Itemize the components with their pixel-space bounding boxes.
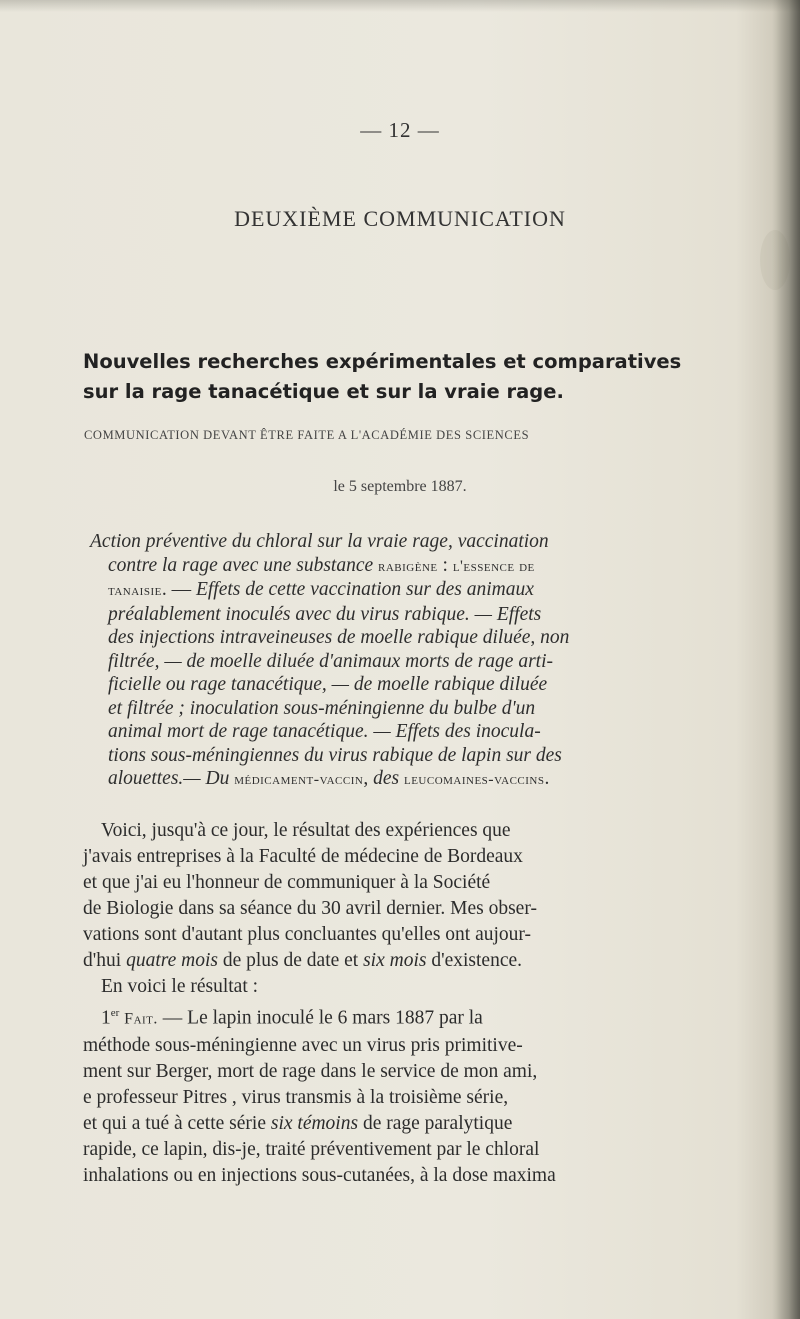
body-line: Voici, jusqu'à ce jour, le résultat des expériences que [101, 820, 511, 841]
paper-stain [760, 230, 790, 290]
main-heading: Nouvelles recherches expérimentales et comparatives sur la rage tanacétique et sur la vraie rage. [83, 350, 682, 403]
body-line: j'avais entreprises à la Faculté de médecine de Bordeaux [83, 846, 523, 867]
communication-note: COMMUNICATION DEVANT ÊTRE FAITE A L'ACADÉMIE DES SCIENCES [84, 428, 530, 442]
abstract-line: préalablement inoculés avec du virus rabique. — Effets [108, 603, 542, 625]
body-line: ment sur Berger, mort de rage dans le service de mon ami, [83, 1060, 538, 1082]
abstract-line: ficielle ou rage tanacétique, — de moelle rabique diluée [108, 674, 548, 695]
body-line: et qui a tué à cette série six témoins de rage paralytique [83, 1112, 513, 1134]
section-title: DEUXIÈME COMMUNICATION [234, 206, 566, 231]
abstract-line: des injections intraveineuses de moelle rabique diluée, non [108, 627, 570, 648]
body-line: et que j'ai eu l'honneur de communiquer à la Société [83, 872, 491, 893]
page-number: — 12 — [360, 118, 440, 142]
body-text [83, 818, 733, 1189]
abstract-line: filtrée, — de moelle diluée d'animaux morts de rage arti- [108, 650, 554, 672]
body-line: vations sont d'autant plus concluantes qu'elles ont aujour- [83, 924, 532, 945]
abstract [90, 530, 730, 792]
abstract-line: contre la rage avec une substance rabigène : l'essence de [108, 554, 535, 576]
abstract-line: animal mort de rage tanacétique. — Effets des inocula- [108, 721, 541, 742]
body-line: 1er Fait. — Le lapin inoculé le 6 mars 1887 par la [101, 1007, 483, 1029]
body-line: En voici le résultat : [101, 976, 259, 997]
body-line: e professeur Pitres , virus transmis à la troisième série, [83, 1086, 509, 1108]
body-line: méthode sous-méningienne avec un virus pris primitive- [83, 1034, 523, 1056]
abstract-line: tions sous-méningiennes du virus rabique de lapin sur des [108, 744, 562, 766]
body-line: de Biologie dans sa séance du 30 avril dernier. Mes obser- [83, 898, 537, 919]
abstract-line: et filtrée ; inoculation sous-méningienne du bulbe d'un [108, 697, 536, 719]
abstract-line: alouettes.— Du médicament-vaccin, des leucomaines-vaccins. [108, 768, 550, 789]
page-edge-shadow [772, 0, 800, 1319]
abstract-line: tanaisie. — Effets de cette vaccination sur des animaux [108, 579, 534, 600]
page-top-shadow [0, 0, 800, 12]
abstract-line: Action préventive du chloral sur la vraie rage, vaccination [90, 531, 549, 552]
body-line: rapide, ce lapin, dis-je, traité préventivement par le chloral [83, 1138, 540, 1160]
date-line: le 5 septembre 1887. [333, 478, 467, 495]
body-line: d'hui quatre mois de plus de date et six mois d'existence. [83, 950, 523, 971]
body-line: inhalations ou en injections sous-cutanées, à la dose maxima [83, 1164, 556, 1186]
